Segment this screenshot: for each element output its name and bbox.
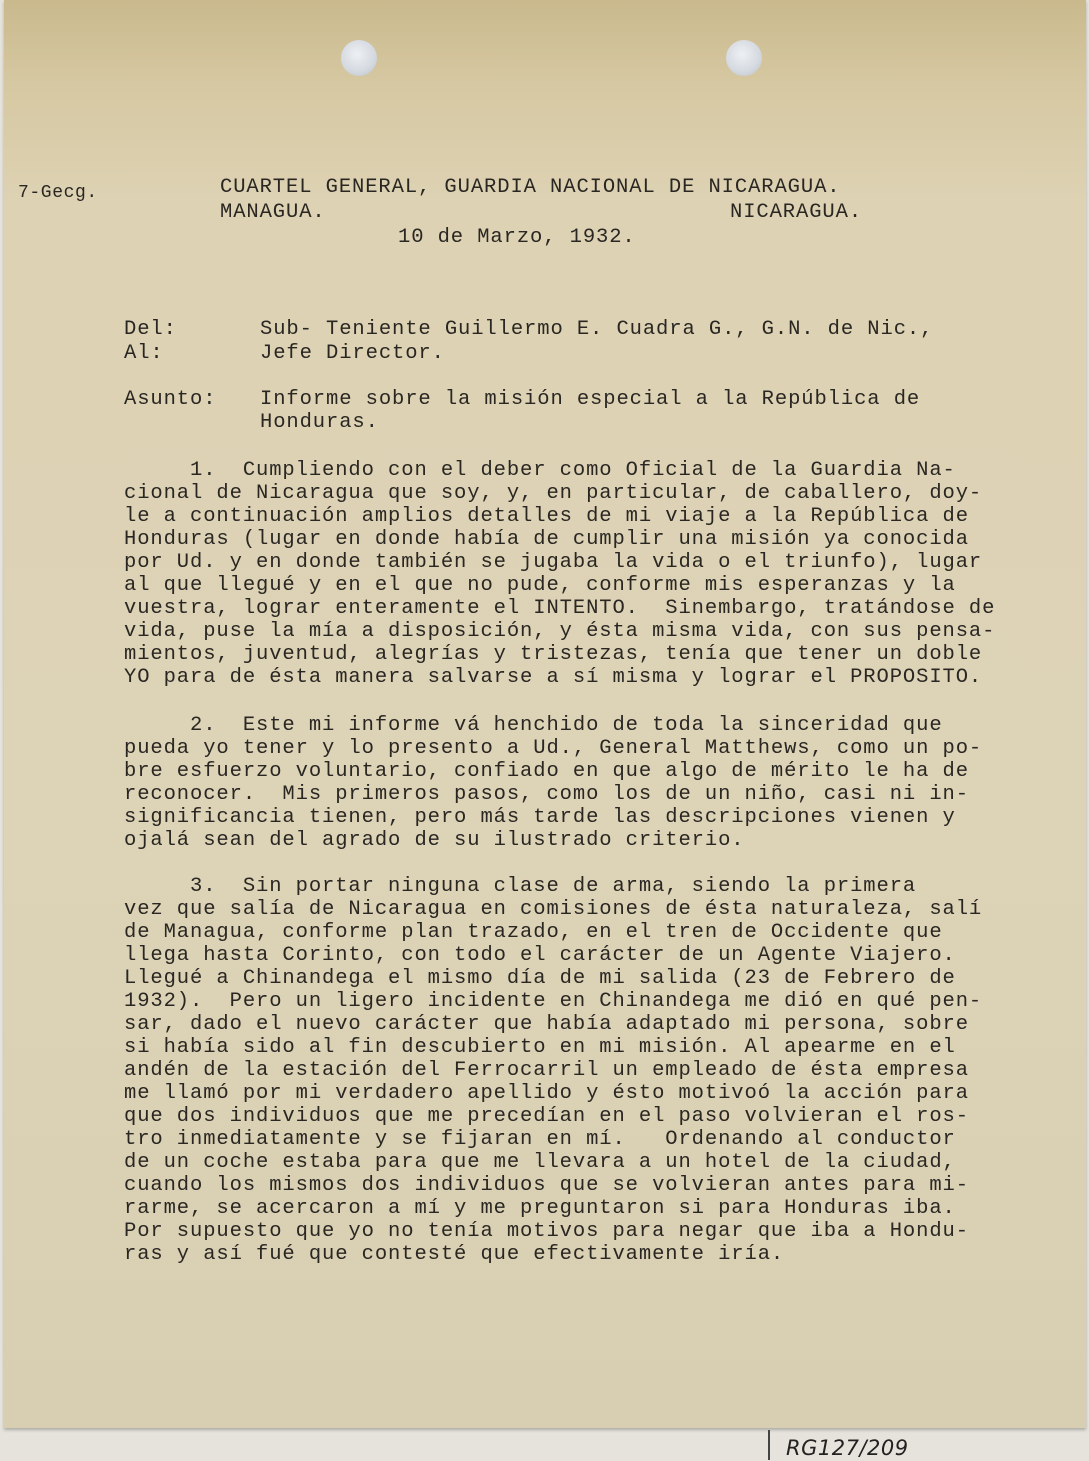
paragraph-line: 1. Cumpliendo con el deber como Oficial de la Guardia Na- xyxy=(124,459,956,482)
from-label: Del: xyxy=(124,318,177,341)
paragraph-line: si había sido al fin descubierto en mi misión. Al apearme en el xyxy=(124,1036,956,1059)
paragraph-line: 2. Este mi informe vá henchido de toda la sinceridad que xyxy=(124,714,943,737)
paragraph-line: ojalá sean del agrado de su ilustrado criterio. xyxy=(124,829,745,852)
header-date: 10 de Marzo, 1932. xyxy=(398,226,636,249)
document-page xyxy=(4,0,1086,1428)
paragraph-line: sar, dado el nuevo carácter que había adaptado mi persona, sobre xyxy=(124,1013,969,1036)
subject-line-1: Informe sobre la misión especial a la República de xyxy=(260,388,921,411)
header-title: CUARTEL GENERAL, GUARDIA NACIONAL DE NICARAGUA. xyxy=(220,176,841,199)
header-country: NICARAGUA. xyxy=(730,201,863,224)
paragraph-3 xyxy=(124,875,1039,1266)
from-value: Sub- Teniente Guillermo E. Cuadra G., G.N. de Nic., xyxy=(260,318,934,341)
paragraph-1 xyxy=(124,459,1039,689)
paragraph-2 xyxy=(124,714,1039,852)
subject-line-2: Honduras. xyxy=(260,411,379,434)
paragraph-line: cional de Nicaragua que soy, y, en particular, de caballero, doy- xyxy=(124,482,983,505)
punch-hole-left xyxy=(341,40,377,76)
paragraph-line: llega hasta Corinto, con todo el carácter de un Agente Viajero. xyxy=(124,944,956,967)
paragraph-line: vez que salía de Nicaragua en comisiones de ésta naturaleza, salí xyxy=(124,898,983,921)
paragraph-line: Llegué a Chinandega el mismo día de mi salida (23 de Febrero de xyxy=(124,967,956,990)
paragraph-line: 3. Sin portar ninguna clase de arma, siendo la primera xyxy=(124,875,917,898)
paragraph-line: significancia tienen, pero más tarde las descripciones vienen y xyxy=(124,806,956,829)
paragraph-line: vida, puse la mía a disposición, y ésta misma vida, con sus pensa- xyxy=(124,620,996,643)
subject-label: Asunto: xyxy=(124,388,217,411)
paragraph-line: le a continuación amplios detalles de mi viaje a la República de xyxy=(124,505,969,528)
paragraph-line: por Ud. y en donde también se jugaba la vida o el triunfo), lugar xyxy=(124,551,983,574)
paragraph-line: mientos, juventud, alegrías y tristezas, tenía que tener un doble xyxy=(124,643,983,666)
reference-code: 7-Gecg. xyxy=(18,183,98,203)
punch-hole-right xyxy=(726,40,762,76)
paragraph-line: ras y así fué que contesté que efectivamente iría. xyxy=(124,1243,785,1266)
paragraph-line: YO para de ésta manera salvarse a sí misma y lograr el PROPOSITO. xyxy=(124,666,983,689)
paragraph-line: rarme, se acercaron a mí y me preguntaron si para Honduras iba. xyxy=(124,1197,956,1220)
paragraph-line: me llamó por mi verdadero apellido y ésto motivoó la acción para xyxy=(124,1082,969,1105)
paragraph-line: Honduras (lugar en donde había de cumplir una misión ya conocida xyxy=(124,528,969,551)
archive-stamp-mark xyxy=(768,1430,770,1460)
paragraph-line: andén de la estación del Ferrocarril un empleado de ésta empresa xyxy=(124,1059,969,1082)
to-value: Jefe Director. xyxy=(260,342,445,365)
paragraph-line: al que llegué y en el que no pude, conforme mis esperanzas y la xyxy=(124,574,956,597)
archive-stamp: RG127/209 xyxy=(786,1436,909,1460)
paragraph-line: Por supuesto que yo no tenía motivos para negar que iba a Hondu- xyxy=(124,1220,969,1243)
paragraph-line: reconocer. Mis primeros pasos, como los de un niño, casi ni in- xyxy=(124,783,969,806)
paragraph-line: 1932). Pero un ligero incidente en Chinandega me dió en qué pen- xyxy=(124,990,983,1013)
paragraph-line: bre esfuerzo voluntario, confiado en que algo de mérito le ha de xyxy=(124,760,969,783)
paragraph-line: de un coche estaba para que me llevara a un hotel de la ciudad, xyxy=(124,1151,956,1174)
paragraph-line: tro inmediatamente y se fijaran en mí. Ordenando al conductor xyxy=(124,1128,956,1151)
header-city: MANAGUA. xyxy=(220,201,326,224)
paragraph-line: cuando los mismos dos individuos que se volvieran antes para mi- xyxy=(124,1174,969,1197)
paragraph-line: pueda yo tener y lo presento a Ud., General Matthews, como un po- xyxy=(124,737,983,760)
paragraph-line: vuestra, lograr enteramente el INTENTO. Sinembargo, tratándose de xyxy=(124,597,996,620)
paragraph-line: que dos individuos que me precedían en el paso volvieran el ros- xyxy=(124,1105,969,1128)
to-label: Al: xyxy=(124,342,164,365)
paragraph-line: de Managua, conforme plan trazado, en el tren de Occidente que xyxy=(124,921,943,944)
